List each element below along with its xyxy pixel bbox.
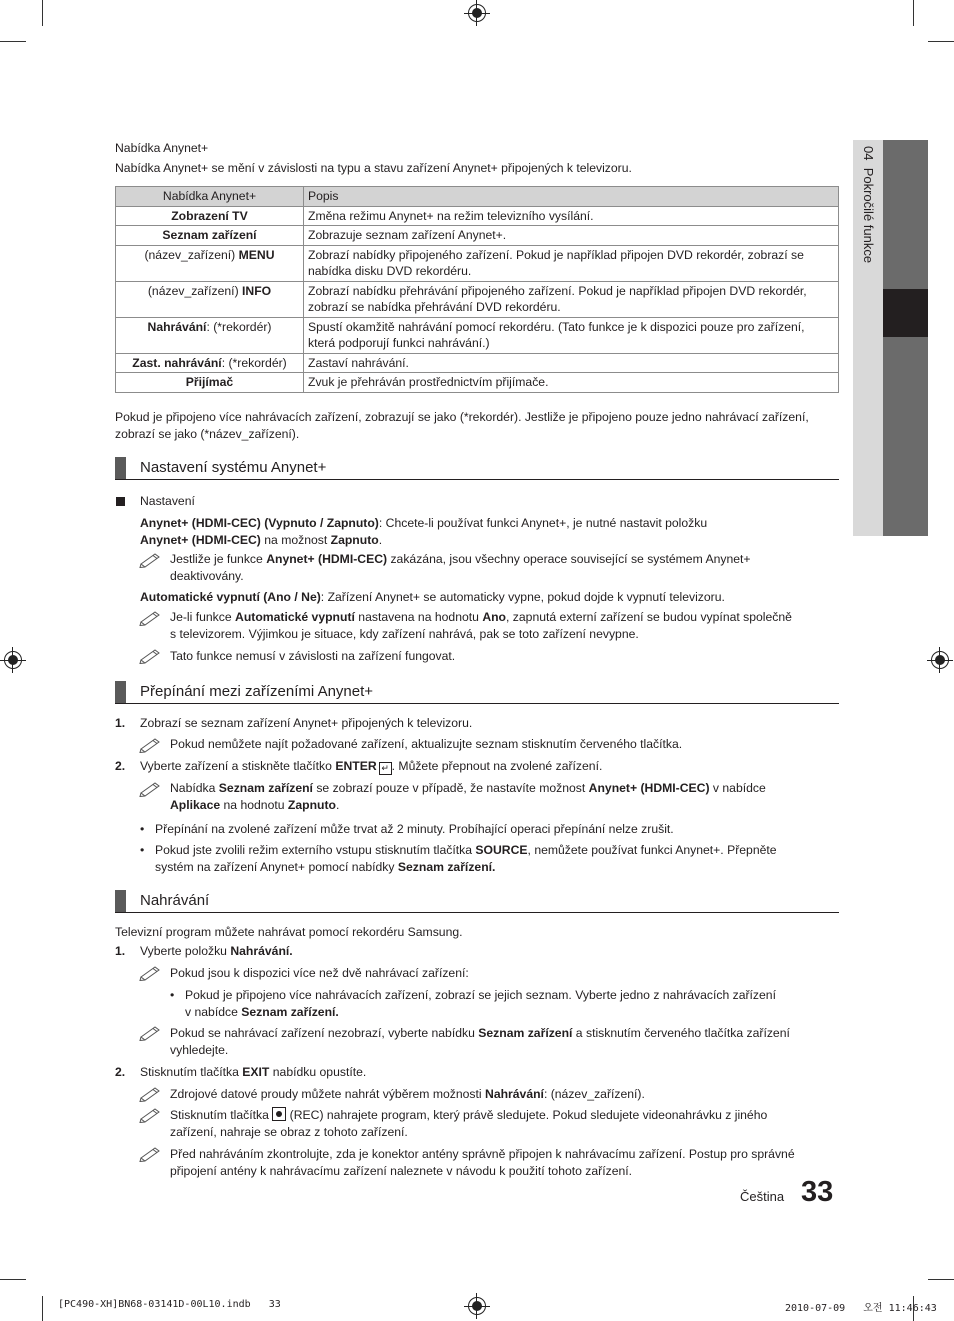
menu-heading: Nabídka Anynet+ [115, 141, 209, 155]
description-cell: Zobrazuje seznam zařízení Anynet+. [304, 226, 839, 246]
section-heading: Nahrávání [140, 892, 210, 909]
column-header: Nabídka Anynet+ [116, 187, 304, 207]
bullet-text: v nabídce Seznam zařízení. [185, 1005, 339, 1019]
section-bar [115, 457, 126, 479]
note-text: Tato funkce nemusí v závislosti na zařízení fungovat. [170, 649, 456, 663]
step-text: Zobrazí se seznam zařízení Anynet+ připojených k televizoru. [140, 716, 473, 730]
note-text: Pokud se nahrávací zařízení nezobrazí, vyberte nabídku Seznam zařízení a stisknutím červeného tlačítka zařízení [170, 1026, 790, 1040]
crop-mark [913, 0, 914, 26]
table-row [116, 245, 839, 281]
note-text: deaktivovány. [170, 569, 244, 583]
menu-item-cell: Zobrazení TV [116, 206, 304, 226]
menu-item-cell: Nahrávání: (*rekordér) [116, 317, 304, 353]
note-icon [139, 965, 161, 981]
note-text: Zdrojové datové proudy můžete nahrát výběrem možnosti Nahrávání: (název_zařízení). [170, 1087, 645, 1101]
registration-mark-icon [468, 1297, 486, 1315]
registration-mark-line [476, 1293, 477, 1319]
bullet-text: systém na zařízení Anynet+ pomocí nabídky Seznam zařízení. [155, 860, 496, 874]
chapter-label: 04 Pokročilé funkce [861, 146, 876, 264]
crop-mark [42, 0, 43, 26]
rec-button-icon [272, 1107, 286, 1121]
registration-mark-icon [468, 4, 486, 22]
note-icon [139, 648, 161, 664]
anynet-menu-table [115, 186, 839, 393]
bullet-dot: • [140, 822, 145, 836]
note-text: Aplikace na hodnotu Zapnuto. [170, 798, 340, 812]
section-title-anynet-setup [115, 457, 839, 480]
section-heading: Přepínání mezi zařízeními Anynet+ [140, 683, 374, 700]
menu-item-cell: Zast. nahrávání: (*rekordér) [116, 353, 304, 373]
registration-mark-line [476, 0, 477, 26]
menu-item-cell: Přijímač [116, 373, 304, 393]
anynet-cec-desc: Anynet+ (HDMI-CEC) (Vypnuto / Zapnuto): Chcete-li používat funkci Anynet+, je nutné nastavit položku [140, 516, 708, 530]
table-header-row [116, 187, 839, 207]
table-row [116, 206, 839, 226]
column-header: Popis [304, 187, 839, 207]
note-icon [139, 1025, 161, 1041]
note-icon [139, 552, 161, 568]
step-number: 1. [115, 716, 126, 730]
chapter-tab-strip [883, 140, 928, 536]
note-text: s televizorem. Výjimkou je situace, kdy zařízení nahrává, pak se toto zařízení nevypne. [170, 627, 639, 641]
section-title-switching [115, 681, 839, 704]
note-text: Stisknutím tlačítka (REC) nahrajete program, který právě sledujete. Pokud sledujete videonahrávku z jiného [170, 1108, 768, 1122]
recording-intro: Televizní program můžete nahrávat pomocí rekordéru Samsung. [115, 925, 463, 939]
description-cell: Zobrazí nabídku přehrávání připojeného zařízení. Pokud je například připojen DVD rekordér, zobrazí se nabídka přehrávání DVD rekordéru. [304, 281, 839, 317]
registration-mark-line [12, 647, 13, 673]
menu-item-cell: (název_zařízení) INFO [116, 281, 304, 317]
step-number: 2. [115, 759, 126, 773]
note-text: Je-li funkce Automatické vypnutí nastavena na hodnotu Ano, zapnutá externí zařízení se budou vypínat společně [170, 610, 792, 624]
note-text: zařízení, nahraje se obraz z tohoto zařízení. [170, 1125, 408, 1139]
chapter-tab-marker [883, 289, 928, 337]
enter-icon: ↵ [379, 762, 392, 775]
registration-mark-line [939, 647, 940, 673]
note-icon [139, 1086, 161, 1102]
crop-mark [0, 41, 26, 42]
description-cell: Zastaví nahrávání. [304, 353, 839, 373]
note-icon [139, 1107, 161, 1123]
crop-mark [0, 1279, 26, 1280]
step-number: 2. [115, 1065, 126, 1079]
registration-mark-icon [4, 651, 22, 669]
table-row [116, 281, 839, 317]
recorder-note: Pokud je připojeno více nahrávacích zařízení, zobrazují se jako (*rekordér). Jestliže je připojeno pouze jedno nahrávací zařízení, [115, 410, 809, 424]
table-row [116, 226, 839, 246]
step-text: Vyberte zařízení a stiskněte tlačítko ENTER ↵ . Můžete přepnout na zvolené zařízení. [140, 759, 603, 773]
page-number: 33 [801, 1176, 834, 1208]
description-cell: Změna režimu Anynet+ na režim televizního vysílání. [304, 206, 839, 226]
crop-mark [928, 41, 954, 42]
section-title-recording [115, 890, 839, 913]
note-icon [139, 1146, 161, 1162]
menu-item-cell: Seznam zařízení [116, 226, 304, 246]
note-text: vyhledejte. [170, 1043, 229, 1057]
bullet-text: Pokud je připojeno více nahrávacích zařízení, zobrazí se jejich seznam. Vyberte jedno z nahrávacích zařízení [185, 988, 776, 1002]
bullet-dot: • [140, 843, 145, 857]
table-row [116, 373, 839, 393]
bullet-text: Přepínání na zvolené zařízení může trvat až 2 minuty. Probíhající operaci přepínání nelze zrušit. [155, 822, 674, 836]
note-icon [139, 781, 161, 797]
print-date: 2010-07-09 오전 11:46:43 [785, 1303, 937, 1314]
note-text: Pokud nemůžete najít požadované zařízení, aktualizujte seznam stisknutím červeného tlačítka. [170, 737, 683, 751]
note-text: připojení antény k nahrávacímu zařízení naleznete v návodu k použití tohoto zařízení. [170, 1164, 633, 1178]
print-file-name: [PC490-XH]BN68-03141D-00L10.indb 33 [58, 1299, 281, 1310]
note-icon [139, 737, 161, 753]
bullet-text: Pokud jste zvolili režim externího vstupu stisknutím tlačítka SOURCE, nemůžete používat funkci Anynet+. Přepněte [155, 843, 777, 857]
menu-intro: Nabídka Anynet+ se mění v závislosti na typu a stavu zařízení Anynet+ připojených k televizoru. [115, 161, 632, 175]
settings-label: Nastavení [140, 494, 195, 508]
step-number: 1. [115, 944, 126, 958]
recorder-note: zobrazí se jako (*název_zařízení). [115, 427, 300, 441]
description-cell: Zvuk je přehráván prostřednictvím přijímače. [304, 373, 839, 393]
crop-mark [928, 1279, 954, 1280]
page-language: Čeština [740, 1189, 785, 1204]
section-heading: Nastavení systému Anynet+ [140, 459, 327, 476]
note-icon [139, 610, 161, 626]
note-text: Nabídka Seznam zařízení se zobrazí pouze v případě, že nastavíte možnost Anynet+ (HDMI-CEC) v nabídce [170, 781, 766, 795]
square-bullet-icon [116, 497, 125, 506]
bullet-dot: • [170, 988, 175, 1002]
note-text: Pokud jsou k dispozici více než dvě nahrávací zařízení: [170, 966, 469, 980]
note-text: Jestliže je funkce Anynet+ (HDMI-CEC) zakázána, jsou všechny operace související se systémem Anynet+ [170, 552, 751, 566]
note-text: Před nahráváním zkontrolujte, zda je konektor antény správně připojen k nahrávacímu zařízení. Postup pro správné [170, 1147, 795, 1161]
registration-mark-icon [931, 651, 949, 669]
menu-item-cell: (název_zařízení) MENU [116, 245, 304, 281]
crop-mark [42, 1296, 43, 1321]
table-row [116, 317, 839, 353]
description-cell: Spustí okamžitě nahrávání pomocí rekordéru. (Tato funkce je k dispozici pouze pro zařízení, která podporují funkci nahrávání.) [304, 317, 839, 353]
anynet-cec-desc: Anynet+ (HDMI-CEC) na možnost Zapnuto. [140, 533, 383, 547]
auto-off-desc: Automatické vypnutí (Ano / Ne): Zařízení Anynet+ se automaticky vypne, pokud dojde k vypnutí televizoru. [140, 590, 725, 604]
step-text: Vyberte položku Nahrávání. [140, 944, 293, 958]
section-bar [115, 890, 126, 912]
description-cell: Zobrazí nabídky připojeného zařízení. Pokud je například připojen DVD rekordér, zobrazí se nabídka disku DVD rekordéru. [304, 245, 839, 281]
table-row [116, 353, 839, 373]
section-bar [115, 681, 126, 703]
step-text: Stisknutím tlačítka EXIT nabídku opustíte. [140, 1065, 367, 1079]
